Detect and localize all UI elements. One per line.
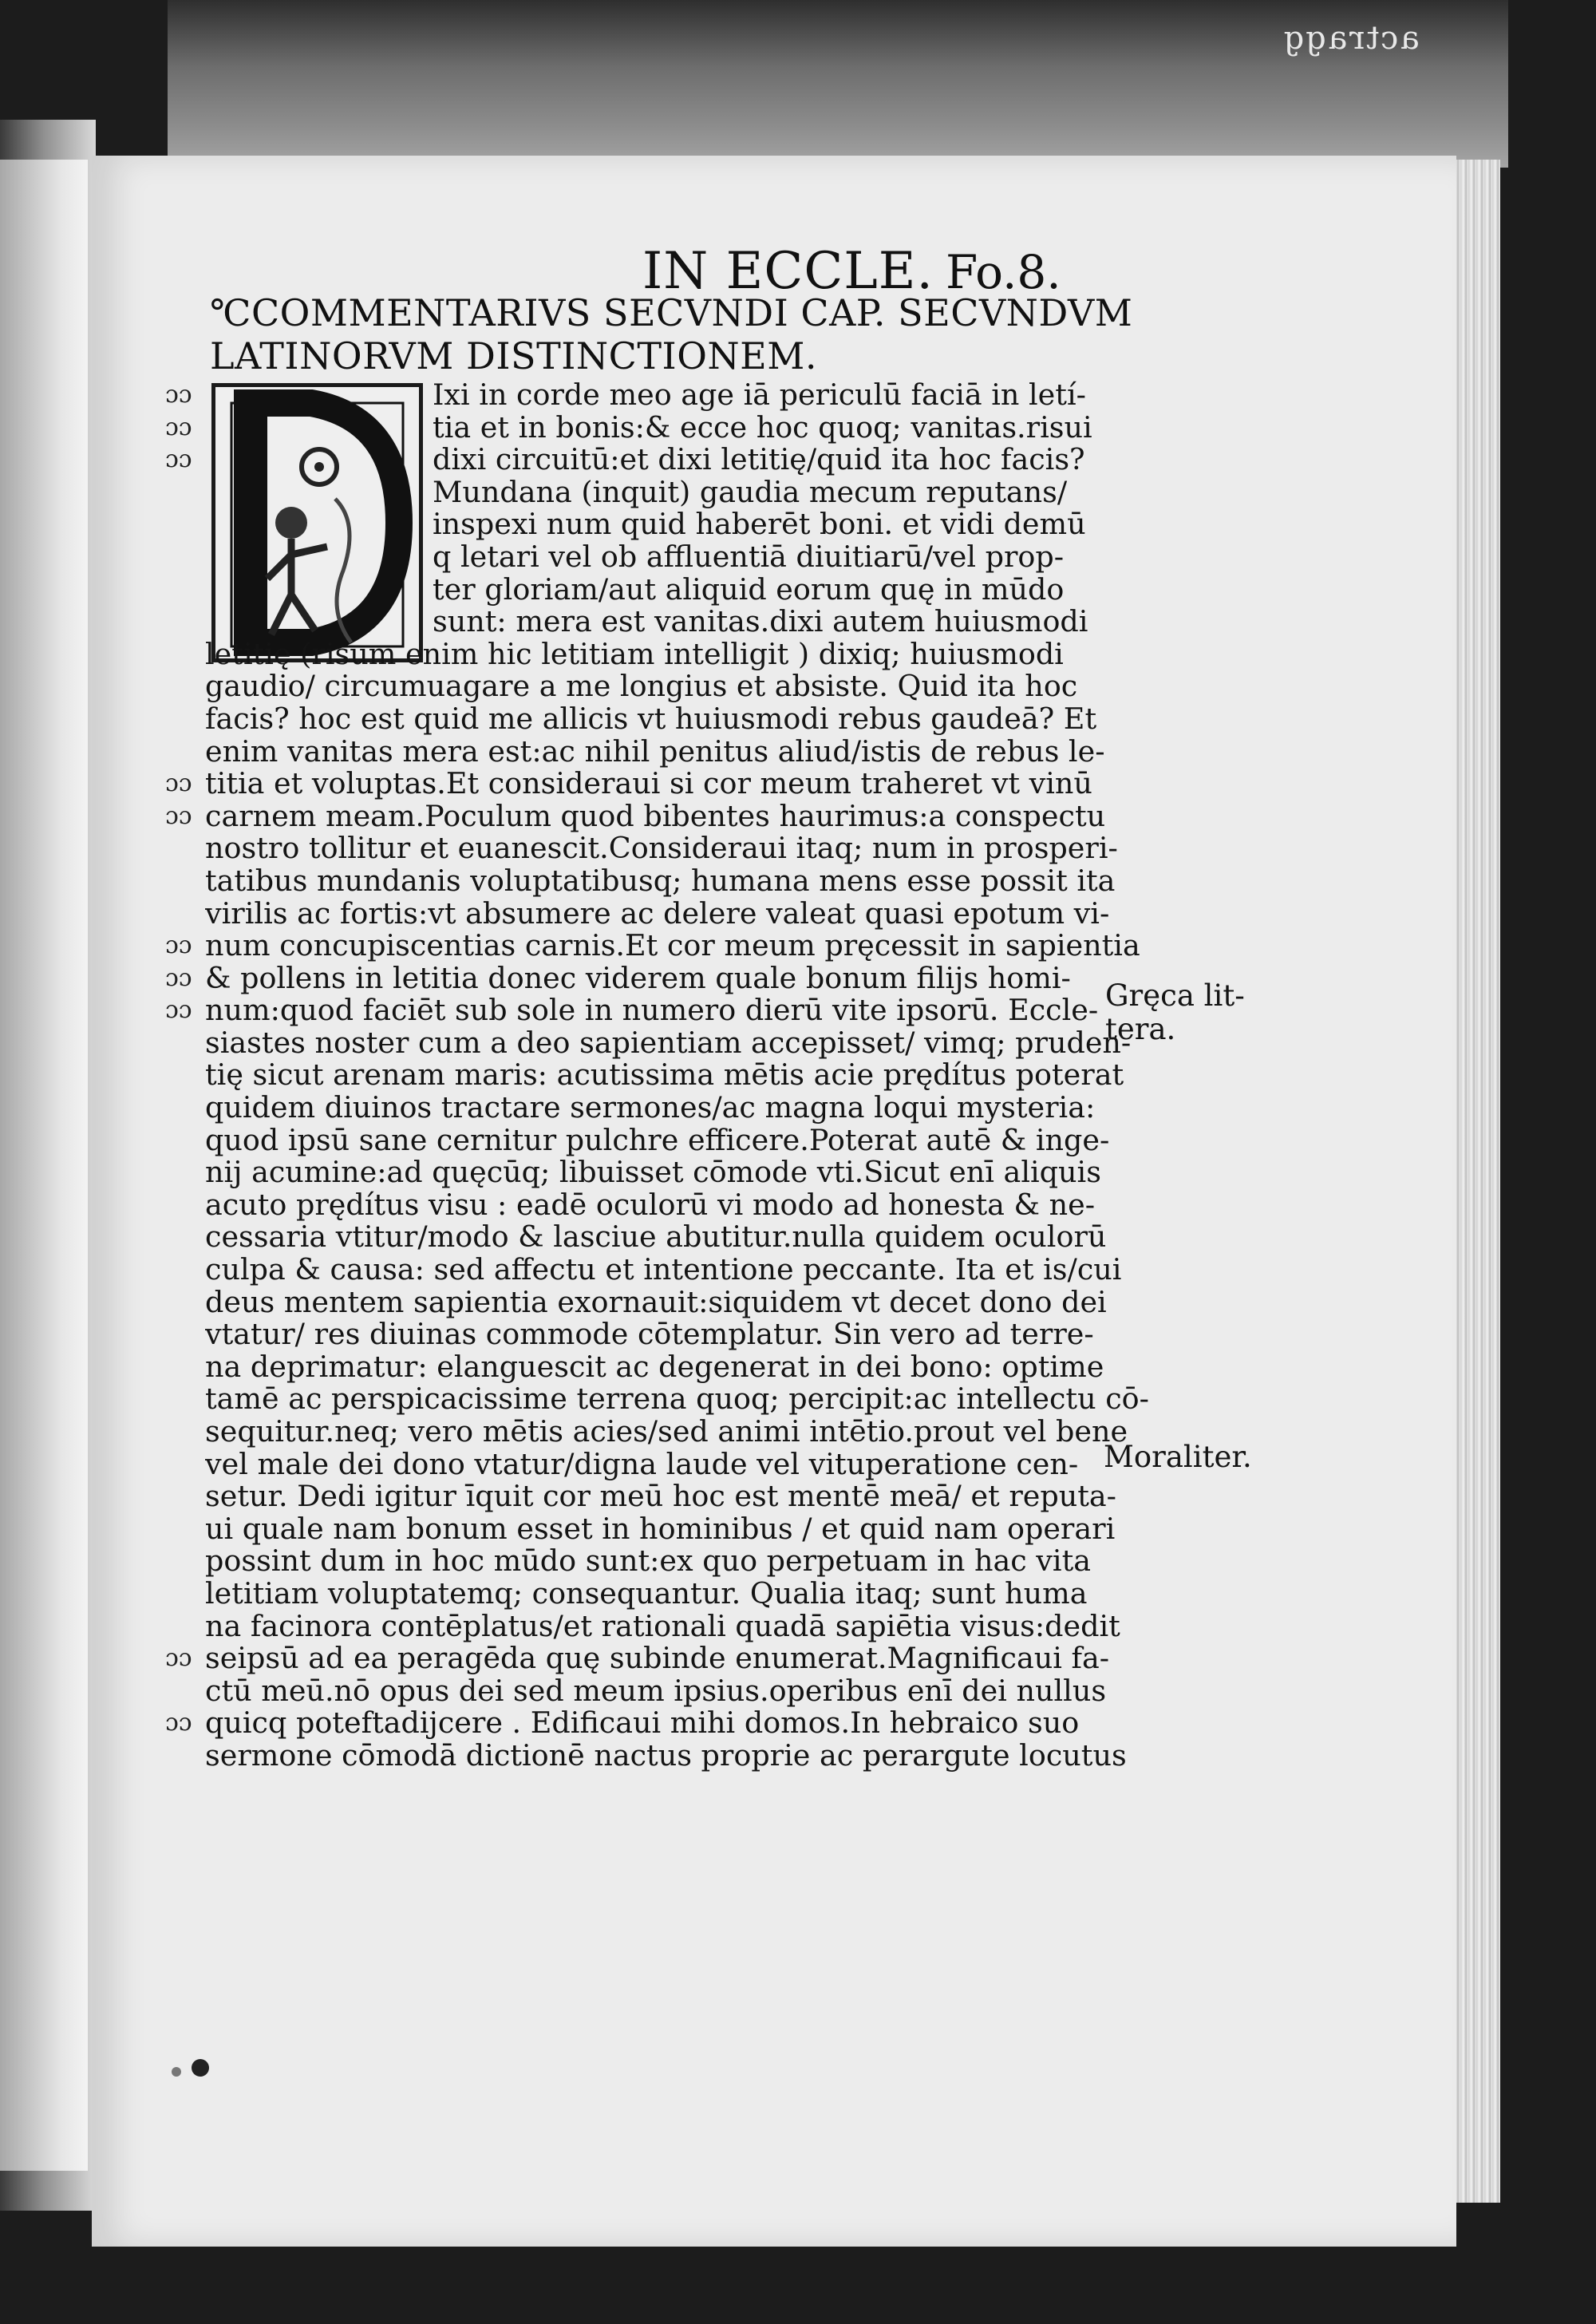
gloss-greca-line1: Gręca lit- <box>1105 978 1245 1013</box>
mark-spacer <box>165 1513 205 1546</box>
text-line: letitię (risum enim hic letitiam intelligit ) dixiq; huiusmodi <box>205 638 1064 671</box>
text-line: nostro tollitur et euanescit.Consideraui itaq; num in prosperi- <box>205 832 1118 865</box>
chapter-title <box>210 291 1132 377</box>
book-page <box>92 156 1456 2247</box>
facing-page-edge <box>0 160 88 2171</box>
text-line: sunt: mera est vanitas.dixi autem huiusmodi <box>433 606 1088 638</box>
mark-spacer <box>165 1059 205 1092</box>
mark-spacer <box>165 1286 205 1319</box>
mark-spacer <box>165 1416 205 1449</box>
mark-spacer <box>165 1480 205 1513</box>
mark-spacer <box>165 1189 205 1222</box>
mark-spacer <box>165 1254 205 1286</box>
gloss-greca <box>1105 979 1245 1046</box>
mark-spacer <box>165 1221 205 1254</box>
text-line: ui quale nam bonum esset in hominibus / et quid nam operari <box>205 1512 1116 1546</box>
text-line: vtatur/ res diuinas commode cōtemplatur. Sin vero ad terre- <box>205 1318 1094 1351</box>
quotation-mark: ɔɔ <box>165 445 192 474</box>
ink-spot <box>192 2059 209 2077</box>
mark-spacer <box>165 508 205 541</box>
mark-spacer <box>165 736 205 769</box>
text-line: sermone cōmodā dictionē nactus proprie ac perargute locutus <box>205 1739 1127 1773</box>
text-line: culpa & causa: sed affectu et intentione peccante. Ita et is/cui <box>205 1254 1122 1286</box>
text-line: quod ipsū sane cernitur pulchre efficere.Poterat autē & inge- <box>205 1124 1110 1157</box>
text-line: dixi circuitū:et dixi letitię/quid ita hoc facis? <box>433 444 1085 476</box>
mark-spacer <box>165 703 205 736</box>
mark-spacer <box>165 541 205 574</box>
text-line: acuto prędítus visu : eadē oculorū vi modo ad honesta & ne- <box>205 1188 1096 1222</box>
text-line: gaudio/ circumuagare a me longius et absiste. Quid ita hoc <box>205 670 1078 703</box>
mark-spacer <box>165 1740 205 1773</box>
mark-spacer <box>165 832 205 865</box>
commentary-text <box>205 379 1242 1773</box>
text-line: tia et in bonis:& ecce hoc quoq; vanitas.risui <box>433 411 1092 445</box>
text-line: letitiam voluptatemq; consequantur. Qualia itaq; sunt huma <box>205 1577 1088 1611</box>
mark-spacer <box>165 1027 205 1060</box>
quotation-mark: ɔɔ <box>165 413 192 441</box>
mark-spacer <box>165 476 205 509</box>
text-line: setur. Dedi igitur īquit cor meū hoc est mentē meā/ et reputa- <box>205 1480 1117 1513</box>
text-line: quicq poteftadijcere . Edificaui mihi domos.In hebraico suo <box>205 1707 1080 1740</box>
text-line: enim vanitas mera est:ac nihil penitus aliud/istis de rebus le- <box>205 735 1105 769</box>
mark-spacer <box>165 1383 205 1416</box>
text-line: carnem meam.Poculum quod bibentes haurimus:a conspectu <box>205 800 1106 833</box>
mark-spacer <box>165 898 205 931</box>
text-line: vel male dei dono vtatur/digna laude vel vituperatione cen- <box>205 1448 1079 1481</box>
margin-marks <box>165 379 205 1773</box>
quotation-mark: ɔɔ <box>165 996 192 1025</box>
mark-spacer <box>165 638 205 671</box>
text-line: Ixi in corde meo age iā periculū faciā in letí- <box>433 379 1086 412</box>
text-line: na deprimatur: elanguescit ac degenerat in dei bono: optime <box>205 1350 1104 1384</box>
text-line: sequitur.neq; vero mētis acies/sed animi intētio.prout vel bene <box>205 1416 1128 1449</box>
text-line: cessaria vtitur/modo & lasciue abutitur.nulla quidem oculorū <box>205 1221 1107 1255</box>
chapter-title-line: ℃COMMENTARIVS SECVNDI CAP. SECVNDVM <box>210 291 1133 334</box>
mark-spacer <box>165 1124 205 1157</box>
text-line: tamē ac perspicacissime terrena quoq; percipit:ac intellectu cō- <box>205 1383 1149 1416</box>
text-line: ctū meū.nō opus dei sed meum ipsius.operibus enī dei nullus <box>205 1674 1107 1708</box>
text-line: quidem diuinos tractare sermones/ac magna loqui mysteria: <box>205 1092 1096 1124</box>
ink-spot <box>172 2067 181 2077</box>
quotation-mark: ɔɔ <box>165 931 192 960</box>
text-line: deus mentem sapientia exornauit:siquidem vt decet dono dei <box>205 1286 1107 1319</box>
running-title: IN ECCLE. <box>642 242 934 301</box>
gloss-greca-line2: tera. <box>1105 1012 1176 1046</box>
quotation-mark: ɔɔ <box>165 801 192 830</box>
text-line: tię sicut arenam maris: acutissima mētis acie prędítus poterat <box>205 1059 1124 1093</box>
mark-spacer <box>165 1351 205 1384</box>
text-line: Mundana (inquit) gaudia mecum reputans/ <box>433 476 1068 509</box>
quotation-mark: ɔɔ <box>165 769 192 798</box>
mark-spacer <box>165 1578 205 1611</box>
mark-spacer <box>165 1318 205 1351</box>
text-line: inspexi num quid haberēt boni. et vidi demū <box>433 508 1086 541</box>
mark-spacer <box>165 1545 205 1578</box>
text-line: tatibus mundanis voluptatibusq; humana mens esse possit ita <box>205 864 1116 898</box>
text-line: titia et voluptas.Et consideraui si cor meum traheret vt vinū <box>205 768 1092 800</box>
chapter-title-line: LATINORVM DISTINCTIONEM. <box>210 334 817 377</box>
mark-spacer <box>165 1611 205 1643</box>
gloss-moraliter: Moraliter. <box>1104 1440 1252 1474</box>
text-line: & pollens in letitia donec viderem quale bonum filijs homi- <box>205 962 1071 995</box>
text-line: siastes noster cum a deo sapientiam accepisset/ vimq; pruden- <box>205 1026 1132 1060</box>
text-line: num:quod faciēt sub sole in numero dierū vite ipsorū. Eccle- <box>205 994 1099 1027</box>
mark-spacer <box>165 1092 205 1124</box>
mark-spacer <box>165 1675 205 1708</box>
text-line: facis? hoc est quid me allicis vt huiusmodi rebus gaudeā? Et <box>205 702 1097 736</box>
mark-spacer <box>165 865 205 898</box>
text-line: na facinora contēplatus/et rationali quadā sapiētia visus:dedit <box>205 1610 1120 1643</box>
text-line: num concupiscentias carnis.Et cor meum pręcessit in sapientia <box>205 930 1140 962</box>
quotation-mark: ɔɔ <box>165 963 192 992</box>
text-line: q letari vel ob affluentiā diuitiarū/vel prop- <box>433 540 1065 574</box>
quotation-mark: ɔɔ <box>165 1709 192 1737</box>
spine-label: ɓɓɐɹʇɔɐ <box>1283 24 1420 61</box>
text-line: ter gloriam/aut aliquid eorum quę in mūdo <box>433 573 1065 607</box>
text-line: possint dum in hoc mūdo sunt:ex quo perpetuam in hac vita <box>205 1545 1092 1578</box>
mark-spacer <box>165 670 205 703</box>
text-line: nij acumine:ad quęcūq; libuisset cōmode vti.Sicut enī aliquis <box>205 1156 1101 1189</box>
quotation-mark: ɔɔ <box>165 381 192 409</box>
folio-number: Fo.8. <box>946 245 1061 299</box>
mark-spacer <box>165 1156 205 1189</box>
text-line: virilis ac fortis:vt absumere ac delere valeat quasi epotum vi- <box>205 897 1110 931</box>
book-spine <box>168 0 1508 168</box>
text-line: seipsū ad ea peragēda quę subinde enumerat.Magnificaui fa- <box>205 1642 1110 1675</box>
mark-spacer <box>165 606 205 638</box>
mark-spacer <box>165 1449 205 1481</box>
mark-spacer <box>165 574 205 607</box>
quotation-mark: ɔɔ <box>165 1644 192 1673</box>
